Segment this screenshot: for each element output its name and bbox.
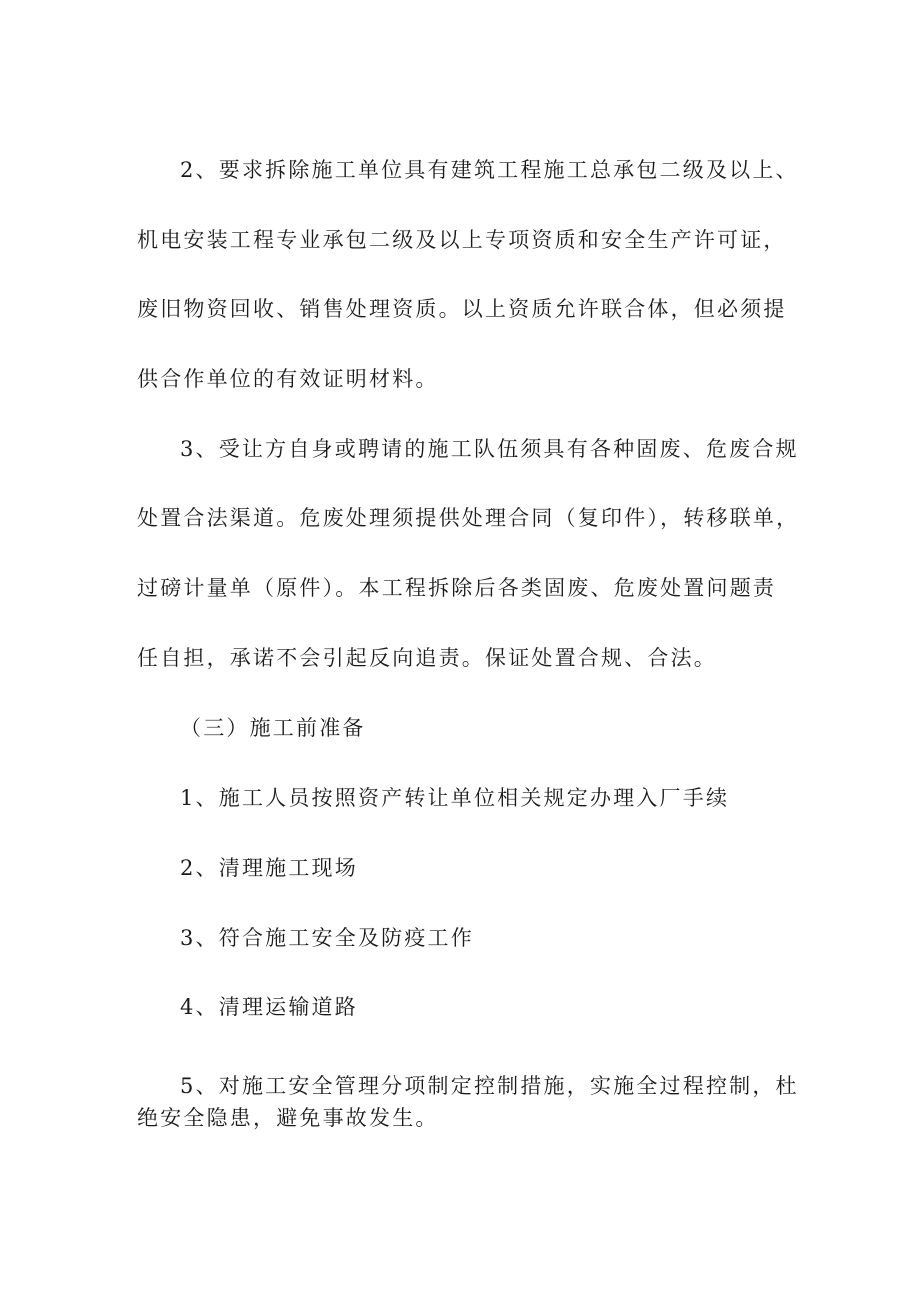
paragraph-requirement-3-line-2: 处置合法渠道。危废处理须提供处理合同（复印件），转移联单， [137, 506, 800, 530]
paragraph-requirement-2-line-4: 供合作单位的有效证明材料。 [137, 367, 439, 391]
paragraph-requirement-3-line-3: 过磅计量单（原件）。本工程拆除后各类固废、危废处置问题责 [137, 576, 777, 600]
prep-item-1: 1、施工人员按照资产转让单位相关规定办理入厂手续 [180, 786, 730, 810]
prep-item-3: 3、符合施工安全及防疫工作 [180, 926, 474, 950]
paragraph-requirement-2-line-1: 2、要求拆除施工单位具有建筑工程施工总承包二级及以上、 [180, 158, 799, 182]
paragraph-requirement-3-line-1: 3、受让方自身或聘请的施工队伍须具有各种固废、危废合规 [180, 437, 799, 461]
prep-item-4: 4、清理运输道路 [180, 995, 358, 1019]
paragraph-requirement-2-line-2: 机电安装工程专业承包二级及以上专项资质和安全生产许可证， [137, 228, 787, 252]
paragraph-prep-5-line-2: 绝安全隐患，避免事故发生。 [137, 1106, 439, 1130]
prep-item-2: 2、清理施工现场 [180, 856, 358, 880]
paragraph-requirement-2-line-3: 废旧物资回收、销售处理资质。以上资质允许联合体，但必须提 [137, 297, 787, 321]
section-heading: （三）施工前准备 [180, 716, 366, 740]
paragraph-requirement-3-line-4: 任自担，承诺不会引起反向追责。保证处置合规、合法。 [137, 646, 717, 670]
paragraph-prep-5-line-1: 5、对施工安全管理分项制定控制措施，实施全过程控制，杜 [180, 1074, 799, 1098]
